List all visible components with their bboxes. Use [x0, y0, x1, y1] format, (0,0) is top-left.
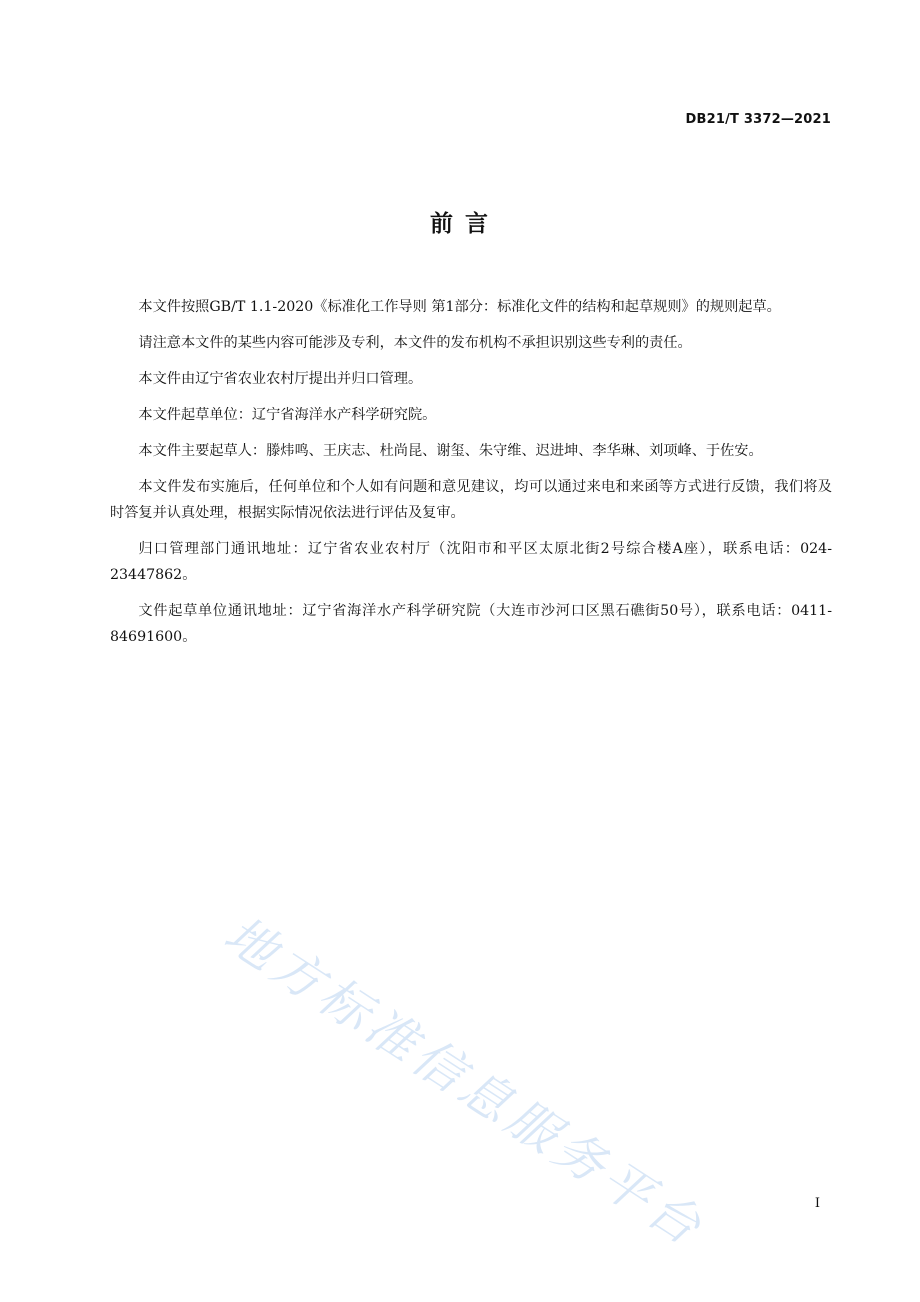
foreword-body: [110, 294, 832, 660]
page-number: I: [814, 1196, 820, 1211]
paragraph-drafting-rules: 本文件按照GB/T 1.1-2020《标准化工作导则 第1部分：标准化文件的结构和起草规则》的规则起草。: [138, 299, 781, 315]
document-code: DB21/T 3372—2021: [685, 112, 831, 127]
paragraph-drafting-unit: 本文件起草单位：辽宁省海洋水产科学研究院。: [138, 407, 437, 423]
paragraph-patent-notice: 请注意本文件的某些内容可能涉及专利，本文件的发布机构不承担识别这些专利的责任。: [138, 335, 692, 351]
watermark-text: 地方标准信息服务平台: [214, 905, 716, 1259]
paragraph-proposer: 本文件由辽宁省农业农村厅提出并归口管理。: [138, 371, 423, 387]
paragraph-management-address: 归口管理部门通讯地址：辽宁省农业农村厅（沈阳市和平区太原北街2号综合楼A座），联系电话：024-23447862。: [110, 541, 832, 583]
paragraph-drafting-unit-address: 文件起草单位通讯地址：辽宁省海洋水产科学研究院（大连市沙河口区黑石礁街50号），联系电话：0411-84691600。: [110, 603, 832, 645]
section-title: 前 言: [429, 211, 490, 237]
paragraph-drafters: 本文件主要起草人：滕炜鸣、王庆志、杜尚昆、谢玺、朱守维、迟进坤、李华琳、刘项峰、于佐安。: [138, 443, 763, 459]
paragraph-feedback: 本文件发布实施后，任何单位和个人如有问题和意见建议，均可以通过来电和来函等方式进行反馈，我们将及时答复并认真处理，根据实际情况依法进行评估及复审。: [110, 479, 832, 521]
